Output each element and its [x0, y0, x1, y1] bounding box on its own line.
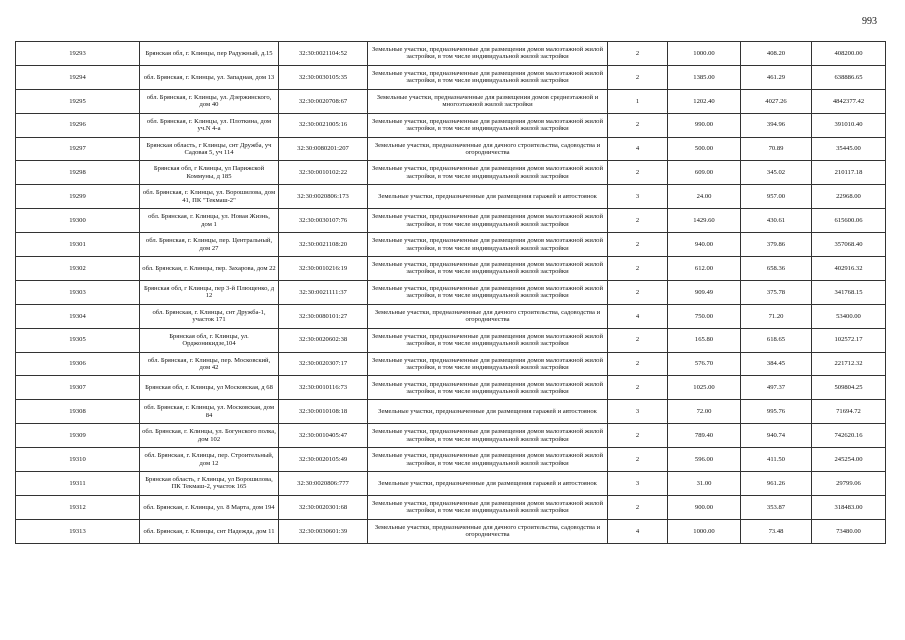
cadastral-number-cell: 32:30:0010108:18 [279, 400, 368, 424]
group-cell: 2 [608, 280, 668, 304]
address-cell: Брянская обл, г Клинцы, ул Парижской Коммуны, д 185 [140, 161, 279, 185]
cadastral-value-cell: 210117.18 [812, 161, 886, 185]
cadastral-value-cell: 391010.40 [812, 113, 886, 137]
row-number-cell: 19304 [16, 304, 140, 328]
area-cell: 1000.00 [668, 42, 741, 66]
specific-value-cell: 461.29 [741, 65, 812, 89]
group-cell: 3 [608, 185, 668, 209]
area-cell: 72.00 [668, 400, 741, 424]
land-use-cell: Земельные участки, предназначенные для дачного строительства, садоводства и огородничества [368, 519, 608, 543]
row-number-cell: 19306 [16, 352, 140, 376]
area-cell: 940.00 [668, 233, 741, 257]
cadastral-value-cell: 221712.32 [812, 352, 886, 376]
cadastral-value-cell: 53400.00 [812, 304, 886, 328]
cadastral-number-cell: 32:30:0030105:35 [279, 65, 368, 89]
table-row [16, 495, 886, 519]
area-cell: 1429.60 [668, 209, 741, 233]
address-cell: обл. Брянская, г. Клинцы, ул. Ворошилова, дом 41, ПК "Текмаш-2" [140, 185, 279, 209]
area-cell: 1202.40 [668, 89, 741, 113]
specific-value-cell: 70.89 [741, 137, 812, 161]
row-number-cell: 19298 [16, 161, 140, 185]
land-use-cell: Земельные участки, предназначенные для размещения домов малоэтажной жилой застройки, в том числе индивидуальной жилой застройки [368, 352, 608, 376]
address-cell: обл. Брянская, г. Клинцы, ул. 8 Марта, дом 194 [140, 495, 279, 519]
table-row [16, 113, 886, 137]
cadastral-value-cell: 638886.65 [812, 65, 886, 89]
group-cell: 2 [608, 233, 668, 257]
group-cell: 2 [608, 328, 668, 352]
cadastral-number-cell: 32:30:0020307:17 [279, 352, 368, 376]
cadastral-number-cell: 32:30:0020602:38 [279, 328, 368, 352]
cadastral-value-cell: 35445.00 [812, 137, 886, 161]
specific-value-cell: 71.20 [741, 304, 812, 328]
cadastral-number-cell: 32:30:0030601:39 [279, 519, 368, 543]
cadastral-value-cell: 341768.15 [812, 280, 886, 304]
land-use-cell: Земельные участки, предназначенные для дачного строительства, садоводства и огородничества [368, 304, 608, 328]
specific-value-cell: 73.48 [741, 519, 812, 543]
address-cell: Брянская обл, г. Клинцы, ул. Орджоникидзе,104 [140, 328, 279, 352]
group-cell: 2 [608, 65, 668, 89]
group-cell: 2 [608, 424, 668, 448]
table-body [16, 42, 886, 544]
specific-value-cell: 957.00 [741, 185, 812, 209]
cadastral-value-cell: 29799.06 [812, 472, 886, 496]
cadastral-value-cell: 73480.00 [812, 519, 886, 543]
specific-value-cell: 961.26 [741, 472, 812, 496]
table-row [16, 161, 886, 185]
table-row [16, 424, 886, 448]
address-cell: Брянская область, г Клинцы, снт Дружба, уч Садовая 5, уч 114 [140, 137, 279, 161]
specific-value-cell: 430.61 [741, 209, 812, 233]
cadastral-value-cell: 742620.16 [812, 424, 886, 448]
area-cell: 1385.00 [668, 65, 741, 89]
cadastral-number-cell: 32:30:0021104:52 [279, 42, 368, 66]
land-use-cell: Земельные участки, предназначенные для размещения домов малоэтажной жилой застройки, в том числе индивидуальной жилой застройки [368, 448, 608, 472]
specific-value-cell: 4027.26 [741, 89, 812, 113]
cadastral-number-cell: 32:30:0021005:16 [279, 113, 368, 137]
specific-value-cell: 497.37 [741, 376, 812, 400]
cadastral-number-cell: 32:30:0021111:37 [279, 280, 368, 304]
cadastral-number-cell: 32:30:0080201:207 [279, 137, 368, 161]
specific-value-cell: 940.74 [741, 424, 812, 448]
row-number-cell: 19302 [16, 257, 140, 281]
area-cell: 24.00 [668, 185, 741, 209]
cadastral-number-cell: 32:30:0010216:19 [279, 257, 368, 281]
group-cell: 4 [608, 137, 668, 161]
cadastral-number-cell: 32:30:0020301:68 [279, 495, 368, 519]
group-cell: 3 [608, 472, 668, 496]
group-cell: 2 [608, 209, 668, 233]
row-number-cell: 19300 [16, 209, 140, 233]
land-use-cell: Земельные участки, предназначенные для размещения домов малоэтажной жилой застройки, в том числе индивидуальной жилой застройки [368, 113, 608, 137]
row-number-cell: 19297 [16, 137, 140, 161]
address-cell: обл. Брянская, г. Клинцы, ул. Богунского полка, дом 102 [140, 424, 279, 448]
area-cell: 789.40 [668, 424, 741, 448]
address-cell: Брянская область, г Клинцы, ул Ворошилова, ПК Текмаш-2, участок 165 [140, 472, 279, 496]
specific-value-cell: 384.45 [741, 352, 812, 376]
cadastral-value-cell: 245254.00 [812, 448, 886, 472]
table-row [16, 376, 886, 400]
address-cell: обл. Брянская, г. Клинцы, ул. Новая Жизнь, дом 1 [140, 209, 279, 233]
land-use-cell: Земельные участки, предназначенные для размещения гаражей и автостоянок [368, 185, 608, 209]
address-cell: обл. Брянская, г. Клинцы, пер. Строительный, дом 12 [140, 448, 279, 472]
cadastral-value-cell: 402916.32 [812, 257, 886, 281]
cadastral-value-cell: 509804.25 [812, 376, 886, 400]
address-cell: Брянская обл, г. Клинцы, пер Радужный, д.15 [140, 42, 279, 66]
area-cell: 576.70 [668, 352, 741, 376]
specific-value-cell: 345.02 [741, 161, 812, 185]
land-use-cell: Земельные участки, предназначенные для размещения домов малоэтажной жилой застройки, в том числе индивидуальной жилой застройки [368, 257, 608, 281]
land-use-cell: Земельные участки, предназначенные для размещения домов малоэтажной жилой застройки, в том числе индивидуальной жилой застройки [368, 161, 608, 185]
row-number-cell: 19295 [16, 89, 140, 113]
table-row [16, 42, 886, 66]
group-cell: 2 [608, 42, 668, 66]
cadastral-number-cell: 32:30:0080101:27 [279, 304, 368, 328]
group-cell: 2 [608, 448, 668, 472]
land-use-cell: Земельные участки, предназначенные для размещения домов малоэтажной жилой застройки, в том числе индивидуальной жилой застройки [368, 42, 608, 66]
table-row [16, 448, 886, 472]
area-cell: 612.00 [668, 257, 741, 281]
area-cell: 500.00 [668, 137, 741, 161]
row-number-cell: 19305 [16, 328, 140, 352]
land-use-cell: Земельные участки, предназначенные для размещения домов малоэтажной жилой застройки, в том числе индивидуальной жилой застройки [368, 209, 608, 233]
area-cell: 31.00 [668, 472, 741, 496]
group-cell: 2 [608, 113, 668, 137]
group-cell: 2 [608, 161, 668, 185]
land-use-cell: Земельные участки, предназначенные для размещения домов малоэтажной жилой застройки, в том числе индивидуальной жилой застройки [368, 65, 608, 89]
land-use-cell: Земельные участки, предназначенные для размещения домов малоэтажной жилой застройки, в том числе индивидуальной жилой застройки [368, 328, 608, 352]
group-cell: 2 [608, 495, 668, 519]
land-use-cell: Земельные участки, предназначенные для размещения гаражей и автостоянок [368, 400, 608, 424]
group-cell: 2 [608, 352, 668, 376]
address-cell: обл. Брянская, г. Клинцы, пер. Центральный, дом 27 [140, 233, 279, 257]
cadastral-value-table [15, 41, 886, 544]
cadastral-number-cell: 32:30:0030107:76 [279, 209, 368, 233]
land-use-cell: Земельные участки, предназначенные для размещения домов малоэтажной жилой застройки, в том числе индивидуальной жилой застройки [368, 233, 608, 257]
row-number-cell: 19312 [16, 495, 140, 519]
address-cell: обл. Брянская, г. Клинцы, снт Дружба-1, участок 171 [140, 304, 279, 328]
row-number-cell: 19301 [16, 233, 140, 257]
area-cell: 1000.00 [668, 519, 741, 543]
table-row [16, 519, 886, 543]
land-use-cell: Земельные участки, предназначенные для размещения домов малоэтажной жилой застройки, в том числе индивидуальной жилой застройки [368, 495, 608, 519]
land-use-cell: Земельные участки, предназначенные для размещения домов малоэтажной жилой застройки, в том числе индивидуальной жилой застройки [368, 280, 608, 304]
table-row [16, 352, 886, 376]
address-cell: обл. Брянская, г. Клинцы, ул. Дзержинского, дом 40 [140, 89, 279, 113]
cadastral-value-cell: 318483.00 [812, 495, 886, 519]
cadastral-value-cell: 357068.40 [812, 233, 886, 257]
cadastral-number-cell: 32:30:0010102:22 [279, 161, 368, 185]
table-row [16, 257, 886, 281]
cadastral-value-cell: 615600.06 [812, 209, 886, 233]
group-cell: 1 [608, 89, 668, 113]
address-cell: обл. Брянская, г. Клинцы, пер. Московский, дом 42 [140, 352, 279, 376]
land-use-cell: Земельные участки, предназначенные для размещения домов малоэтажной жилой застройки, в том числе индивидуальной жилой застройки [368, 376, 608, 400]
address-cell: обл. Брянская, г. Клинцы, пер. Захарова, дом 22 [140, 257, 279, 281]
row-number-cell: 19308 [16, 400, 140, 424]
table-row [16, 328, 886, 352]
specific-value-cell: 379.86 [741, 233, 812, 257]
specific-value-cell: 375.78 [741, 280, 812, 304]
cadastral-value-cell: 102572.17 [812, 328, 886, 352]
land-use-cell: Земельные участки, предназначенные для размещения гаражей и автостоянок [368, 472, 608, 496]
group-cell: 2 [608, 376, 668, 400]
row-number-cell: 19293 [16, 42, 140, 66]
group-cell: 3 [608, 400, 668, 424]
table-row [16, 233, 886, 257]
area-cell: 165.80 [668, 328, 741, 352]
cadastral-number-cell: 32:30:0010405:47 [279, 424, 368, 448]
cadastral-number-cell: 32:30:0020105:49 [279, 448, 368, 472]
area-cell: 900.00 [668, 495, 741, 519]
table-row [16, 280, 886, 304]
specific-value-cell: 353.87 [741, 495, 812, 519]
specific-value-cell: 995.76 [741, 400, 812, 424]
row-number-cell: 19313 [16, 519, 140, 543]
cadastral-number-cell: 32:30:0021108:20 [279, 233, 368, 257]
cadastral-number-cell: 32:30:0020806:777 [279, 472, 368, 496]
address-cell: Брянская обл, г Клинцы, пер 3-й Плющенко, д 12 [140, 280, 279, 304]
cadastral-value-cell: 4842377.42 [812, 89, 886, 113]
row-number-cell: 19311 [16, 472, 140, 496]
cadastral-value-cell: 22968.00 [812, 185, 886, 209]
table-row [16, 209, 886, 233]
table-row [16, 304, 886, 328]
specific-value-cell: 394.96 [741, 113, 812, 137]
cadastral-number-cell: 32:30:0020806:173 [279, 185, 368, 209]
area-cell: 609.00 [668, 161, 741, 185]
specific-value-cell: 408.20 [741, 42, 812, 66]
cadastral-value-cell: 408200.00 [812, 42, 886, 66]
row-number-cell: 19299 [16, 185, 140, 209]
row-number-cell: 19307 [16, 376, 140, 400]
table-row [16, 185, 886, 209]
area-cell: 750.00 [668, 304, 741, 328]
land-use-cell: Земельные участки, предназначенные для размещения домов малоэтажной жилой застройки, в том числе индивидуальной жилой застройки [368, 424, 608, 448]
land-use-cell: Земельные участки, предназначенные для дачного строительства, садоводства и огородничества [368, 137, 608, 161]
table-row [16, 65, 886, 89]
cadastral-value-cell: 71694.72 [812, 400, 886, 424]
address-cell: обл. Брянская, г. Клинцы, ул. Западная, дом 13 [140, 65, 279, 89]
area-cell: 909.49 [668, 280, 741, 304]
group-cell: 4 [608, 304, 668, 328]
address-cell: обл. Брянская, г. Клинцы, ул. Плоткина, дом уч.N 4-а [140, 113, 279, 137]
table-row [16, 472, 886, 496]
table-row [16, 400, 886, 424]
group-cell: 4 [608, 519, 668, 543]
land-use-cell: Земельные участки, предназначенные для размещения домов среднеэтажной и многоэтажной жилой застройки [368, 89, 608, 113]
table-row [16, 137, 886, 161]
row-number-cell: 19296 [16, 113, 140, 137]
group-cell: 2 [608, 257, 668, 281]
row-number-cell: 19310 [16, 448, 140, 472]
specific-value-cell: 658.36 [741, 257, 812, 281]
area-cell: 596.00 [668, 448, 741, 472]
address-cell: обл. Брянская, г. Клинцы, снт Надежда, дом 11 [140, 519, 279, 543]
table-row [16, 89, 886, 113]
area-cell: 990.00 [668, 113, 741, 137]
address-cell: обл. Брянская, г. Клинцы, ул. Московская, дом 84 [140, 400, 279, 424]
row-number-cell: 19309 [16, 424, 140, 448]
specific-value-cell: 411.50 [741, 448, 812, 472]
cadastral-number-cell: 32:30:0010116:73 [279, 376, 368, 400]
address-cell: Брянская обл, г. Клинцы, ул Московская, д 68 [140, 376, 279, 400]
cadastral-number-cell: 32:30:0020708:67 [279, 89, 368, 113]
row-number-cell: 19294 [16, 65, 140, 89]
specific-value-cell: 618.65 [741, 328, 812, 352]
page-number: 993 [862, 16, 877, 27]
row-number-cell: 19303 [16, 280, 140, 304]
area-cell: 1025.00 [668, 376, 741, 400]
